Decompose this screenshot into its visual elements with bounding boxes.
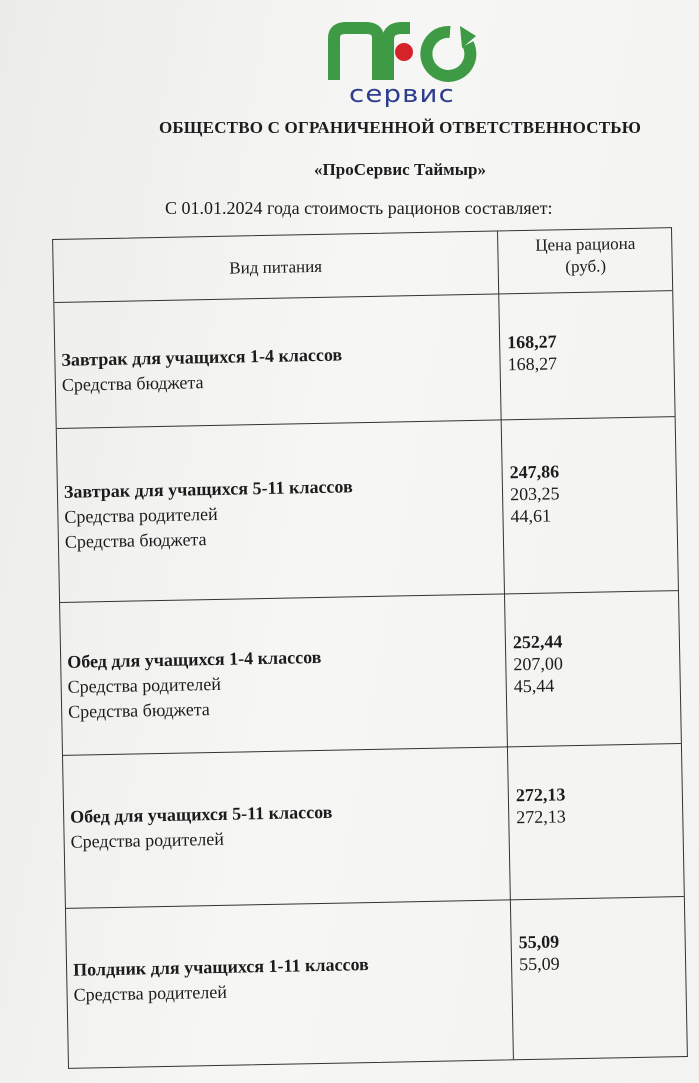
row-divider — [57, 416, 675, 429]
row-divider — [63, 743, 681, 756]
row-divider — [60, 590, 678, 603]
table-row: Полдник для учащихся 1-11 классов Средства родителей — [72, 954, 369, 1005]
row-divider — [54, 290, 672, 303]
table-row: Завтрак для учащихся 5-11 классов Средства родителей Средства бюджета — [63, 476, 353, 552]
company-type: ОБЩЕСТВО С ОГРАНИЧЕННОЙ ОТВЕТСТВЕННОСТЬЮ — [158, 118, 642, 137]
row-prices: 168,27 168,27 — [506, 331, 558, 375]
header-price: Цена рациона (руб.) — [535, 233, 636, 277]
header-meal-type: Вид питания — [229, 256, 323, 278]
row-divider — [66, 896, 684, 909]
intro-text: С 01.01.2024 года стоимость рационов составляет: — [165, 198, 553, 218]
table-row: Обед для учащихся 1-4 классов Средства родителей Средства бюджета — [67, 646, 322, 722]
row-prices: 272,13 272,13 — [515, 784, 566, 828]
row-prices: 252,44 207,00 45,44 — [512, 631, 564, 697]
table-row: Обед для учащихся 5-11 классов Средства родителей — [69, 801, 333, 852]
logo-word: сервис — [349, 80, 455, 108]
row-prices: 55,09 55,09 — [518, 931, 560, 975]
row-prices: 247,86 203,25 44,61 — [509, 461, 560, 527]
company-name: «ПроСервис Таймыр» — [314, 160, 486, 179]
price-table — [52, 227, 688, 1069]
table-row: Завтрак для учащихся 1-4 классов Средства бюджета — [61, 344, 343, 395]
